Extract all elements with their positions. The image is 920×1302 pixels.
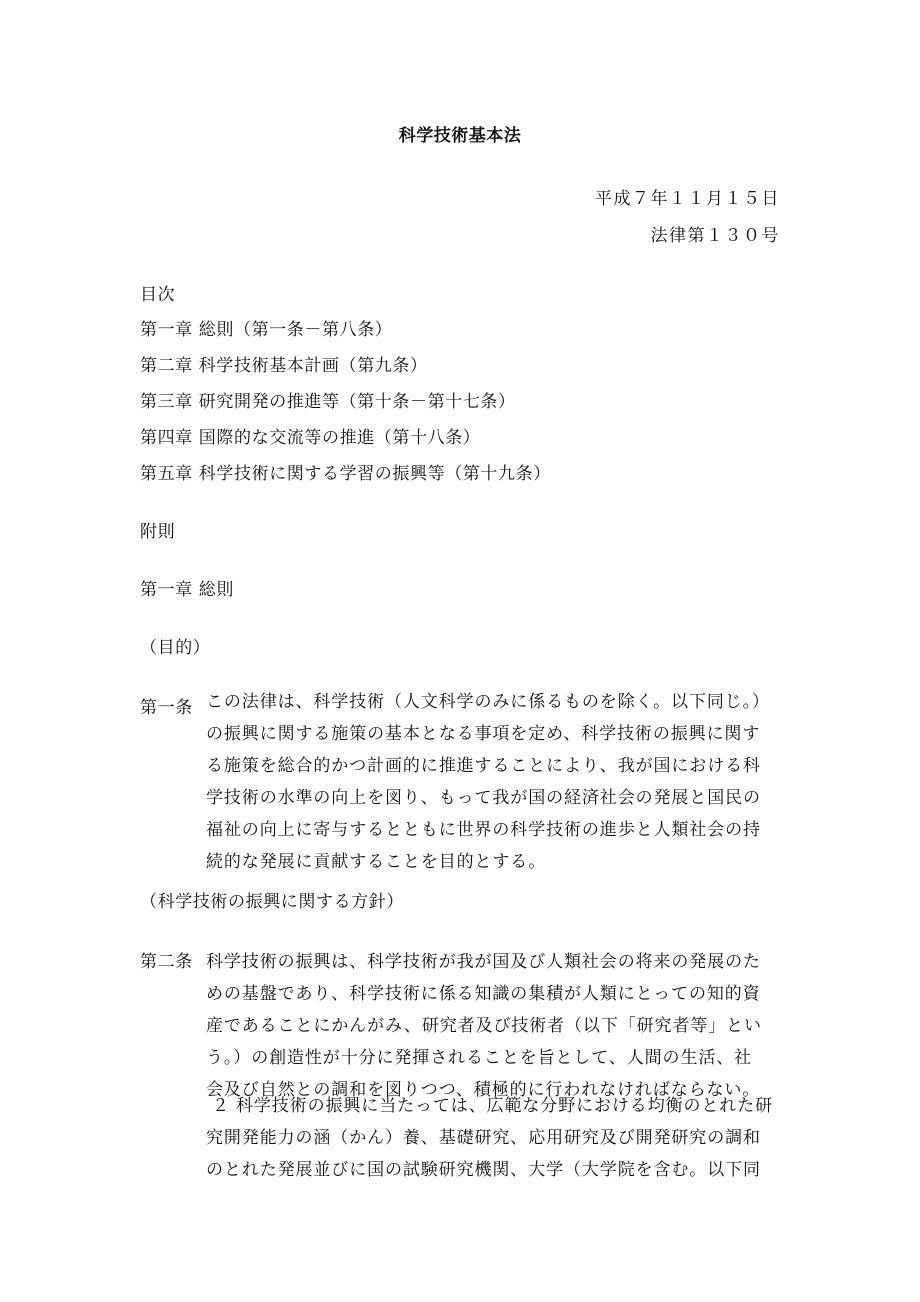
toc-item-chapter5: 第五章 科学技術に関する学習の振興等（第十九条） [140,464,551,484]
article-line: 学技術の水準の向上を図り、もって我が国の経済社会の発展と国民の [206,788,761,808]
toc-item-chapter1: 第一章 総則（第一条－第八条） [140,320,393,340]
toc-item-chapter2: 第二章 科学技術基本計画（第九条） [140,356,428,376]
paragraph-body [206,1090,773,1186]
law-number: 法律第１３０号 [650,226,780,246]
article-line: 福祉の向上に寄与するとともに世界の科学技術の進歩と人類社会の持 [206,820,761,840]
article-line: う。）の創造性が十分に発揮されることを旨として、人間の生活、社 [206,1048,753,1068]
article-line: 会及び自然との調和を図りつつ、積極的に行われなければならない。 [206,1080,761,1100]
article-line: の振興に関する施策の基本となる事項を定め、科学技術の振興に関す [206,724,761,744]
document-title: 科学技術基本法 [398,126,522,146]
paragraph-line: 究開発能力の涵（かん）養、基礎研究、応用研究及び開発研究の調和 [206,1128,761,1148]
toc-supplementary: 附則 [140,522,176,542]
article-line: 科学技術の振興は、科学技術が我が国及び人類社会の将来の発展のた [206,952,761,972]
article-line: この法律は、科学技術（人文科学のみに係るものを除く。以下同じ。） [206,692,770,712]
article-number: 第二条 [140,952,193,972]
chapter-heading: 第一章 総則 [140,580,235,600]
article-body [206,946,762,1106]
article-line: る施策を総合的かつ計画的に推進することにより、我が国における科 [206,756,761,776]
article-line: 続的な発展に貢献することを目的とする。 [206,852,547,872]
toc-item-chapter4: 第四章 国際的な交流等の推進（第十八条） [140,428,481,448]
article-line: めの基盤であり、科学技術に係る知識の集積が人類にとっての知的資 [206,984,761,1004]
article-line: 産であることにかんがみ、研究者及び技術者（以下「研究者等」とい [206,1016,762,1036]
paragraph-line: のとれた発展並びに国の試験研究機関、大学（大学院を含む。以下同 [206,1160,761,1180]
article-caption: （科学技術の振興に関する方針） [140,892,404,912]
article-number: 第一条 [140,698,193,718]
paragraph-number: ２ [212,1096,230,1116]
article-caption: （目的） [140,638,211,658]
toc-item-chapter3: 第三章 研究開発の推進等（第十条－第十七条） [140,392,516,412]
article-body [206,686,770,878]
toc-heading: 目次 [140,285,176,305]
enactment-date: 平成７年１１月１５日 [595,189,780,209]
paragraph-line: 科学技術の振興に当たっては、広範な分野における均衡のとれた研 [236,1096,773,1116]
